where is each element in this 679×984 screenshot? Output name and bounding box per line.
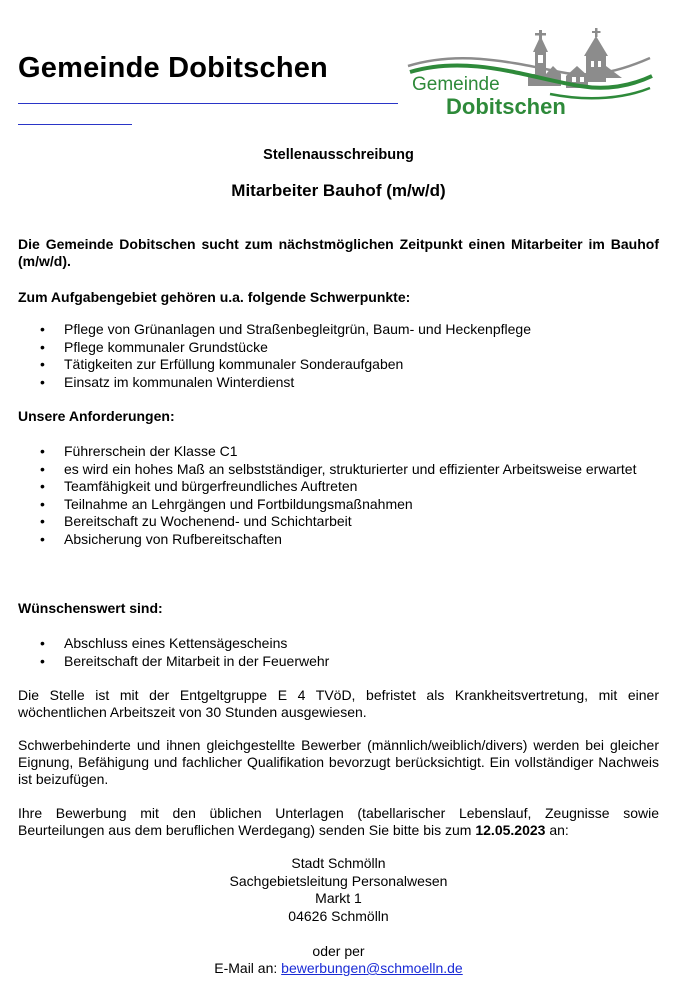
logo-text-gemeinde: Gemeinde xyxy=(412,74,500,95)
list-item: • Teamfähigkeit und bürgerfreundliches Auftreten xyxy=(18,478,659,496)
logo-text-dobitschen: Dobitschen xyxy=(446,94,566,119)
list-item: • es wird ein hohes Maß an selbstständiger, strukturierter und effizienter Arbeitsweise erwartet xyxy=(18,461,659,479)
requirements-heading: Unsere Anforderungen: xyxy=(18,408,175,424)
list-item: • Abschluss eines Kettensägescheins xyxy=(18,635,659,653)
list-item: • Teilnahme an Lehrgängen und Fortbildungsmaßnahmen xyxy=(18,496,659,514)
address-line: Sachgebietsleitung Personalwesen xyxy=(229,872,448,889)
announcement-label: Stellenausschreibung xyxy=(263,147,414,163)
list-item: • Pflege von Grünanlagen und Straßenbegleitgrün, Baum- und Heckenpflege xyxy=(18,321,659,339)
job-title: Mitarbeiter Bauhof (m/w/d) xyxy=(231,181,446,200)
desirable-heading: Wünschenswert sind: xyxy=(18,600,163,616)
title-underline-short xyxy=(18,124,132,125)
or-text: oder per xyxy=(312,942,365,959)
address-spacer xyxy=(18,925,659,943)
tasks-list xyxy=(18,321,659,391)
page-title: Gemeinde Dobitschen xyxy=(18,52,328,84)
application-paragraph xyxy=(18,805,659,839)
list-item: • Einsatz im kommunalen Winterdienst xyxy=(18,374,659,392)
application-text-end: an: xyxy=(545,822,569,838)
list-item: • Tätigkeiten zur Erfüllung kommunaler Sonderaufgaben xyxy=(18,356,659,374)
address-line: Markt 1 xyxy=(315,890,362,906)
list-item: • Absicherung von Rufbereitschaften xyxy=(18,531,659,549)
list-item: • Bereitschaft zu Wochenend- und Schichtarbeit xyxy=(18,513,659,531)
application-deadline: 12.05.2023 xyxy=(475,822,546,838)
salary-paragraph: Die Stelle ist mit der Entgeltgruppe E 4 TVöD, befristet als Krankheitsvertretung, mit einer wöchentlichen Arbeitszeit von 30 Stunden ausgewiesen. xyxy=(18,687,659,720)
email-line xyxy=(18,960,659,978)
list-item: • Bereitschaft der Mitarbeit in der Feuerwehr xyxy=(18,653,659,671)
application-text: Ihre Bewerbung mit den üblichen Unterlagen (tabellarischer Lebenslauf, Zeugnisse sowie Beurteilungen aus dem beruflichen Werdegang) senden Sie bitte bis zum xyxy=(18,805,659,838)
address-block xyxy=(18,855,659,978)
title-underline xyxy=(18,103,398,104)
list-item: • Führerschein der Klasse C1 xyxy=(18,443,659,461)
disability-paragraph: Schwerbehinderte und ihnen gleichgestellte Bewerber (männlich/weiblich/divers) werden bei gleicher Eignung, Befähigung und fachlicher Qualifikation bevorzugt berücksichtigt. Ein vollständiger Nachweis ist beizufügen. xyxy=(18,737,659,787)
email-label: E-Mail an: xyxy=(214,960,282,976)
address-line: Stadt Schmölln xyxy=(291,855,386,871)
address-line: 04626 Schmölln xyxy=(288,907,389,924)
tasks-heading: Zum Aufgabengebiet gehören u.a. folgende Schwerpunkte: xyxy=(18,289,411,305)
desirable-list xyxy=(18,635,659,670)
email-link[interactable]: bewerbungen@schmoelln.de xyxy=(281,960,463,976)
list-item: • Pflege kommunaler Grundstücke xyxy=(18,339,659,357)
requirements-list xyxy=(18,443,659,548)
intro-text: Die Gemeinde Dobitschen sucht zum nächstmöglichen Zeitpunkt einen Mitarbeiter im Bauhof (m/w/d). xyxy=(18,236,659,269)
